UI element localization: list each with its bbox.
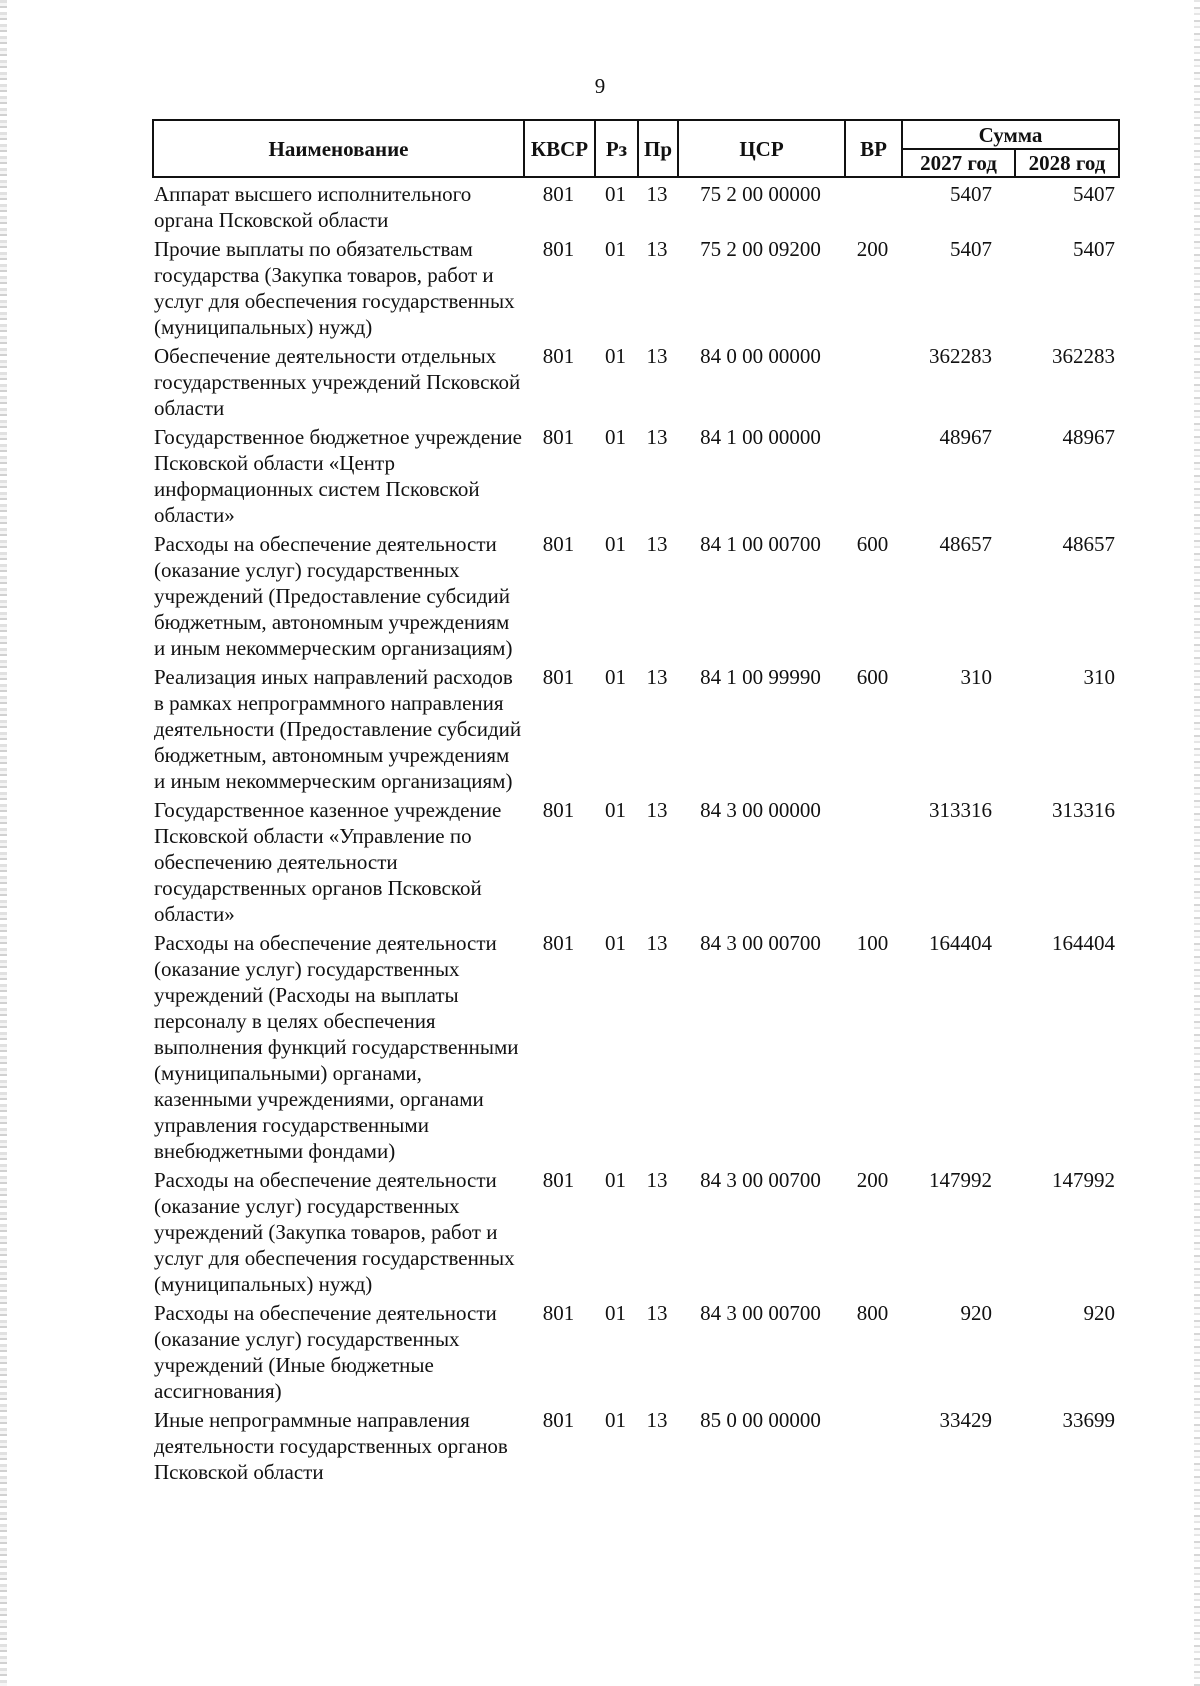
row-rz-cell: 01 [605, 798, 626, 822]
row-sum-2028-cell: 48657 [1062, 532, 1115, 556]
scan-edge-left [0, 0, 7, 1686]
header-vr: ВР [845, 120, 902, 177]
row-csr-cell: 84 0 00 00000 [700, 344, 821, 368]
row-pr-cell: 13 [646, 344, 668, 368]
row-pr-cell: 13 [646, 931, 668, 955]
row-pr-cell: 13 [646, 425, 668, 449]
row-sum-2028-cell: 310 [1083, 665, 1115, 689]
row-sum-2027-cell: 920 [960, 1301, 992, 1325]
row-csr-cell: 84 1 00 99990 [700, 665, 821, 689]
row-sum-2027-cell: 48967 [939, 425, 992, 449]
header-year-2027: 2027 год [902, 149, 1015, 177]
row-name-cell: Государственное казенное учреждение Псковской области «Управление по обеспечению деятельности государственных органов Псковской области» [154, 798, 502, 926]
row-name-cell: Прочие выплаты по обязательствам государства (Закупка товаров, работ и услуг для обеспечения государственных (муниципальных) нужд) [154, 237, 515, 339]
row-name-cell: Обеспечение деятельности отдельных государственных учреждений Псковской области [154, 344, 521, 420]
table-row [152, 927, 1118, 1164]
scan-edge-right [1194, 0, 1200, 1686]
header-csr: ЦСР [678, 120, 845, 177]
table-row [152, 528, 1118, 661]
row-vr-cell: 100 [856, 931, 889, 955]
table-row [152, 794, 1118, 927]
row-name-cell: Расходы на обеспечение деятельности (оказание услуг) государственных учреждений (Иные бюджетные ассигнования) [154, 1301, 497, 1403]
row-kvsr-cell: 801 [542, 1168, 575, 1192]
row-pr-cell: 13 [646, 1408, 668, 1432]
row-csr-cell: 84 1 00 00000 [700, 425, 821, 449]
table-row [152, 178, 1118, 233]
header-kvsr: КВСР [524, 120, 595, 177]
row-rz-cell: 01 [605, 1301, 626, 1325]
row-sum-2027-cell: 147992 [929, 1168, 992, 1192]
row-csr-cell: 84 1 00 00700 [700, 532, 821, 556]
row-sum-2027-cell: 313316 [929, 798, 992, 822]
row-pr-cell: 13 [646, 1301, 668, 1325]
table-row [152, 421, 1118, 528]
row-rz-cell: 01 [605, 665, 626, 689]
row-pr-cell: 13 [646, 798, 668, 822]
row-rz-cell: 01 [605, 1168, 626, 1192]
table-row [152, 661, 1118, 794]
row-rz-cell: 01 [605, 532, 626, 556]
table-header [152, 119, 1120, 178]
row-sum-2028-cell: 920 [1083, 1301, 1115, 1325]
row-csr-cell: 75 2 00 00000 [700, 182, 821, 206]
row-kvsr-cell: 801 [542, 931, 575, 955]
row-name-cell: Реализация иных направлений расходов в рамках непрограммного направления деятельности (Предоставление субсидий бюджетным, автономным учреждениям и иным некоммерческим организациям) [154, 665, 522, 793]
header-name: Наименование [153, 120, 524, 177]
row-name-cell: Государственное бюджетное учреждение Псковской области «Центр информационных систем Псковской области» [154, 425, 522, 527]
row-sum-2028-cell: 48967 [1062, 425, 1115, 449]
row-sum-2027-cell: 362283 [929, 344, 992, 368]
row-vr-cell: 200 [856, 1168, 889, 1192]
row-sum-2028-cell: 33699 [1062, 1408, 1115, 1432]
row-vr-cell: 600 [856, 665, 889, 689]
row-rz-cell: 01 [605, 344, 626, 368]
row-vr-cell: 600 [856, 532, 889, 556]
row-sum-2028-cell: 147992 [1052, 1168, 1115, 1192]
row-name-cell: Иные непрограммные направления деятельности государственных органов Псковской области [154, 1408, 508, 1484]
table-row [152, 340, 1118, 421]
row-sum-2028-cell: 5407 [1073, 182, 1115, 206]
row-kvsr-cell: 801 [542, 1301, 575, 1325]
row-sum-2028-cell: 313316 [1052, 798, 1115, 822]
row-vr-cell [844, 340, 901, 421]
page-number: 9 [594, 74, 606, 98]
row-pr-cell: 13 [646, 665, 668, 689]
row-rz-cell: 01 [605, 1408, 626, 1432]
row-name-cell: Расходы на обеспечение деятельности (оказание услуг) государственных учреждений (Закупка товаров, работ и услуг для обеспечения государственных (муниципальных) нужд) [154, 1168, 515, 1296]
row-sum-2027-cell: 164404 [929, 931, 992, 955]
row-rz-cell: 01 [605, 237, 626, 261]
row-vr-cell: 200 [856, 237, 889, 261]
header-rz: Рз [595, 120, 638, 177]
row-csr-cell: 75 2 00 09200 [700, 237, 821, 261]
row-sum-2027-cell: 310 [960, 665, 992, 689]
table-body [152, 178, 1118, 1485]
row-kvsr-cell: 801 [542, 665, 575, 689]
row-sum-2027-cell: 48657 [939, 532, 992, 556]
row-pr-cell: 13 [646, 532, 668, 556]
row-kvsr-cell: 801 [542, 182, 575, 206]
table-row [152, 233, 1118, 340]
row-csr-cell: 84 3 00 00700 [700, 1301, 821, 1325]
row-rz-cell: 01 [605, 931, 626, 955]
row-sum-2028-cell: 362283 [1052, 344, 1115, 368]
header-pr: Пр [638, 120, 678, 177]
row-name-cell: Расходы на обеспечение деятельности (оказание услуг) государственных учреждений (Предоставление субсидий бюджетным, автономным учреждениям и иным некоммерческим организациям) [154, 532, 513, 660]
row-name-cell: Расходы на обеспечение деятельности (оказание услуг) государственных учреждений (Расходы на выплаты персоналу в целях обеспечения выполнения функций государственными (муниципальными) органами, казенными учреждениями, органами управления государственными внебюджетными фондами) [154, 931, 519, 1163]
row-vr-cell [844, 421, 901, 528]
row-name-cell: Аппарат высшего исполнительного органа Псковской области [154, 182, 472, 232]
row-kvsr-cell: 801 [542, 237, 575, 261]
row-csr-cell: 84 3 00 00700 [700, 1168, 821, 1192]
row-vr-cell [844, 794, 901, 927]
row-vr-cell: 800 [856, 1301, 889, 1325]
row-csr-cell: 84 3 00 00700 [700, 931, 821, 955]
row-csr-cell: 84 3 00 00000 [700, 798, 821, 822]
row-sum-2028-cell: 5407 [1073, 237, 1115, 261]
row-rz-cell: 01 [605, 182, 626, 206]
row-pr-cell: 13 [646, 182, 668, 206]
row-pr-cell: 13 [646, 1168, 668, 1192]
header-year-2028: 2028 год [1015, 149, 1119, 177]
row-sum-2027-cell: 5407 [950, 237, 992, 261]
row-kvsr-cell: 801 [542, 1408, 575, 1432]
row-sum-2028-cell: 164404 [1052, 931, 1115, 955]
row-vr-cell [844, 178, 901, 233]
row-kvsr-cell: 801 [542, 425, 575, 449]
table-row [152, 1297, 1118, 1404]
row-sum-2027-cell: 33429 [939, 1408, 992, 1432]
row-kvsr-cell: 801 [542, 798, 575, 822]
row-kvsr-cell: 801 [542, 532, 575, 556]
table-row [152, 1164, 1118, 1297]
table-row [152, 1404, 1118, 1485]
row-vr-cell [844, 1404, 901, 1485]
row-rz-cell: 01 [605, 425, 626, 449]
row-kvsr-cell: 801 [542, 344, 575, 368]
row-csr-cell: 85 0 00 00000 [700, 1408, 821, 1432]
row-pr-cell: 13 [646, 237, 668, 261]
row-sum-2027-cell: 5407 [950, 182, 992, 206]
header-sum: Сумма [902, 120, 1119, 149]
